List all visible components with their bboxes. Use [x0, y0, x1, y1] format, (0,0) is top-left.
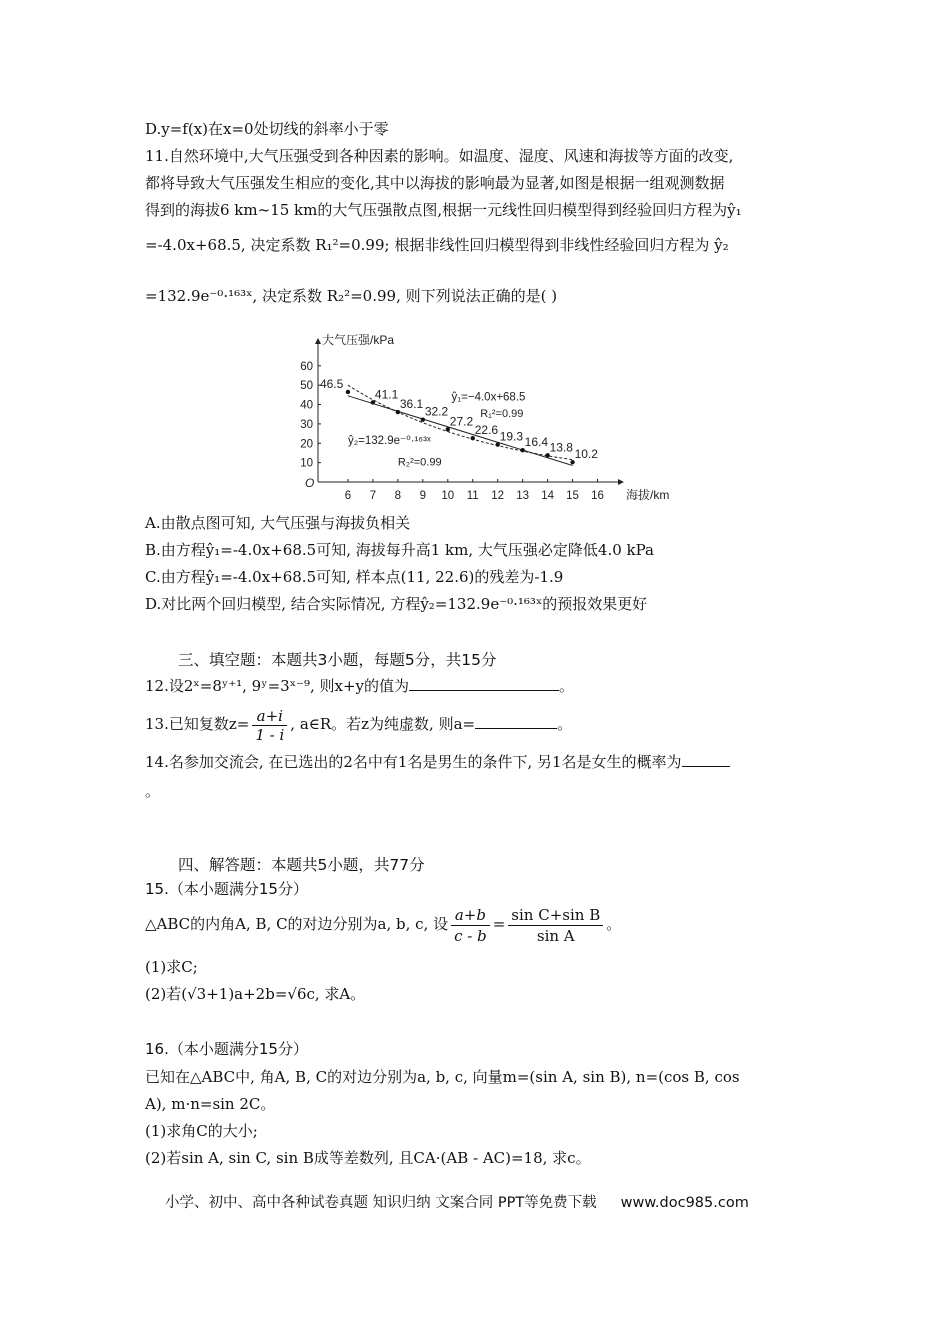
x-tick-label: 12	[491, 490, 505, 502]
question-12	[145, 675, 810, 697]
option-b: B.由方程ŷ₁=-4.0x+68.5可知, 海拔每升高1 km, 大气压强必定降低4.0 kPa	[145, 541, 654, 559]
y-tick-label: 10	[300, 457, 313, 470]
q12-end: 。	[559, 677, 575, 695]
section-4-heading: 四、解答题：本题共5小题，共77分	[178, 856, 425, 874]
q15-left-denominator: c - b	[454, 926, 487, 945]
q16-line-1: 已知在△ABC中, 角A, B, C的对边分别为a, b, c, 向量m=(sin A, sin B), n=(cos B, cos	[145, 1068, 740, 1086]
data-label: 27.2	[449, 414, 474, 429]
option-d: D.对比两个回归模型, 结合实际情况, 方程ŷ₂=132.9e⁻⁰·¹⁶³ˣ的预报效果更好	[145, 595, 648, 613]
annotation-eq1: ŷ₁=−4.0x+68.5	[451, 391, 526, 404]
data-label: 16.4	[524, 435, 549, 450]
x-tick-label: 10	[441, 490, 455, 502]
data-label: 22.6	[474, 423, 499, 438]
x-axis-arrow	[618, 479, 624, 485]
q15-right-numerator: sin C+sin B	[508, 905, 603, 926]
q11-line-1: 11.自然环境中,大气压强受到各种因素的影响。如温度、湿度、风速和海拔等方面的改变,	[145, 147, 734, 165]
section-3-heading: 三、填空题：本题共3小题，每题5分，共15分	[178, 651, 497, 669]
q13-answer-blank[interactable]	[475, 714, 557, 729]
x-tick-label: 9	[419, 490, 427, 502]
x-tick-label: 8	[394, 490, 402, 502]
data-label: 41.1	[374, 387, 399, 402]
y-tick-label: 20	[300, 438, 313, 451]
q16-line-2: A), m·n=sin 2C。	[145, 1095, 276, 1113]
x-tick-label: 7	[369, 490, 377, 502]
data-label: 19.3	[499, 429, 524, 444]
x-tick-label: 15	[566, 490, 579, 502]
q13-text-a: 13.已知复数z=	[145, 715, 250, 733]
annotation-r1: R₁²=0.99	[480, 408, 524, 421]
y-tick-label: 50	[300, 380, 313, 393]
chart-svg	[290, 330, 670, 505]
q16-part-1: (1)求角C的大小;	[145, 1122, 258, 1140]
footer-url[interactable]: www.doc985.com	[620, 1195, 749, 1211]
question-15	[145, 902, 810, 946]
q12-text: 12.设2ˣ=8ʸ⁺¹, 9ʸ=3ˣ⁻⁹, 则x+y的值为	[145, 677, 410, 695]
option-d-prev: D.y=f(x)在x=0处切线的斜率小于零	[145, 120, 389, 138]
q15-right-denominator: sin A	[536, 926, 575, 945]
footer	[165, 1191, 749, 1212]
q15-fraction-left	[451, 905, 490, 946]
q15-part-2: (2)若(√3+1)a+2b=√6c, 求A。	[145, 985, 366, 1003]
origin-label: O	[305, 476, 315, 490]
y-axis-arrow	[315, 338, 321, 344]
linear-regression-line	[348, 396, 573, 466]
q15-equals: =	[492, 915, 506, 933]
q15-left-numerator: a+b	[451, 905, 490, 926]
q14-end: 。	[145, 782, 161, 800]
q13-end: 。	[557, 715, 573, 733]
q15-end: 。	[606, 915, 622, 933]
annotation-eq2: ŷ₂=132.9e⁻⁰·¹⁶³ˣ	[347, 435, 431, 448]
y-tick-label: 30	[300, 418, 313, 431]
annotation-r2: R₂²=0.99	[397, 456, 442, 469]
q14-answer-blank[interactable]	[682, 752, 730, 767]
option-c: C.由方程ŷ₁=-4.0x+68.5可知, 样本点(11, 22.6)的残差为-1.9	[145, 568, 564, 586]
x-tick-label: 6	[344, 490, 352, 502]
q15-text-a: △ABC的内角A, B, C的对边分别为a, b, c, 设	[145, 915, 449, 933]
x-axis-label: 海拔/km	[626, 488, 670, 502]
x-tick-label: 14	[541, 490, 555, 502]
chart-marks	[320, 377, 598, 469]
q13-denominator: 1 - i	[255, 725, 285, 744]
y-axis-label: 大气压强/kPa	[322, 333, 395, 347]
q11-line-5: =132.9e⁻⁰·¹⁶³ˣ, 决定系数 R₂²=0.99, 则下列说法正确的是( )	[145, 287, 558, 305]
x-tick-label: 16	[591, 490, 604, 502]
x-tick-label: 13	[516, 490, 530, 502]
data-point	[346, 390, 350, 394]
data-label: 46.5	[319, 376, 344, 391]
question-14	[145, 751, 810, 773]
q15-fraction-right	[508, 905, 603, 946]
data-label: 36.1	[399, 397, 424, 412]
question-13	[145, 704, 810, 744]
q16-part-2: (2)若sin A, sin C, sin B成等差数列, 且CA·(AB - AC)=18, 求c。	[145, 1149, 591, 1167]
data-label: 10.2	[574, 447, 598, 462]
q15-title: 15.（本小题满分15分）	[145, 880, 308, 898]
option-a: A.由散点图可知, 大气压强与海拔负相关	[145, 514, 411, 532]
q15-part-1: (1)求C;	[145, 958, 198, 976]
footer-text: 小学、初中、高中各种试卷真题 知识归纳 文案合同 PPT等免费下载	[165, 1195, 597, 1211]
data-label: 32.2	[424, 404, 449, 419]
q14-text: 14.名参加交流会, 在已选出的2名中有1名是男生的条件下, 另1名是女生的概率为	[145, 753, 682, 771]
q16-title: 16.（本小题满分15分）	[145, 1040, 308, 1058]
q13-numerator: a+i	[252, 707, 287, 726]
y-tick-label: 60	[300, 360, 313, 373]
q11-line-4: =-4.0x+68.5, 决定系数 R₁²=0.99; 根据非线性回归模型得到非线性经验回归方程为 ŷ₂	[145, 236, 729, 254]
q13-text-b: , a∈R。若z为纯虚数, 则a=	[290, 715, 476, 733]
pressure-scatter-chart	[290, 330, 670, 505]
q11-line-2: 都将导致大气压强发生相应的变化,其中以海拔的影响最为显著,如图是根据一组观测数据	[145, 174, 725, 192]
q12-answer-blank[interactable]	[409, 676, 559, 691]
y-tick-label: 40	[300, 399, 313, 412]
x-tick-label: 11	[466, 490, 479, 502]
q11-line-3: 得到的海拔6 km~15 km的大气压强散点图,根据一元线性回归模型得到经验回归方程为ŷ₁	[145, 201, 742, 219]
q13-fraction	[252, 707, 287, 744]
data-label: 13.8	[549, 440, 573, 455]
